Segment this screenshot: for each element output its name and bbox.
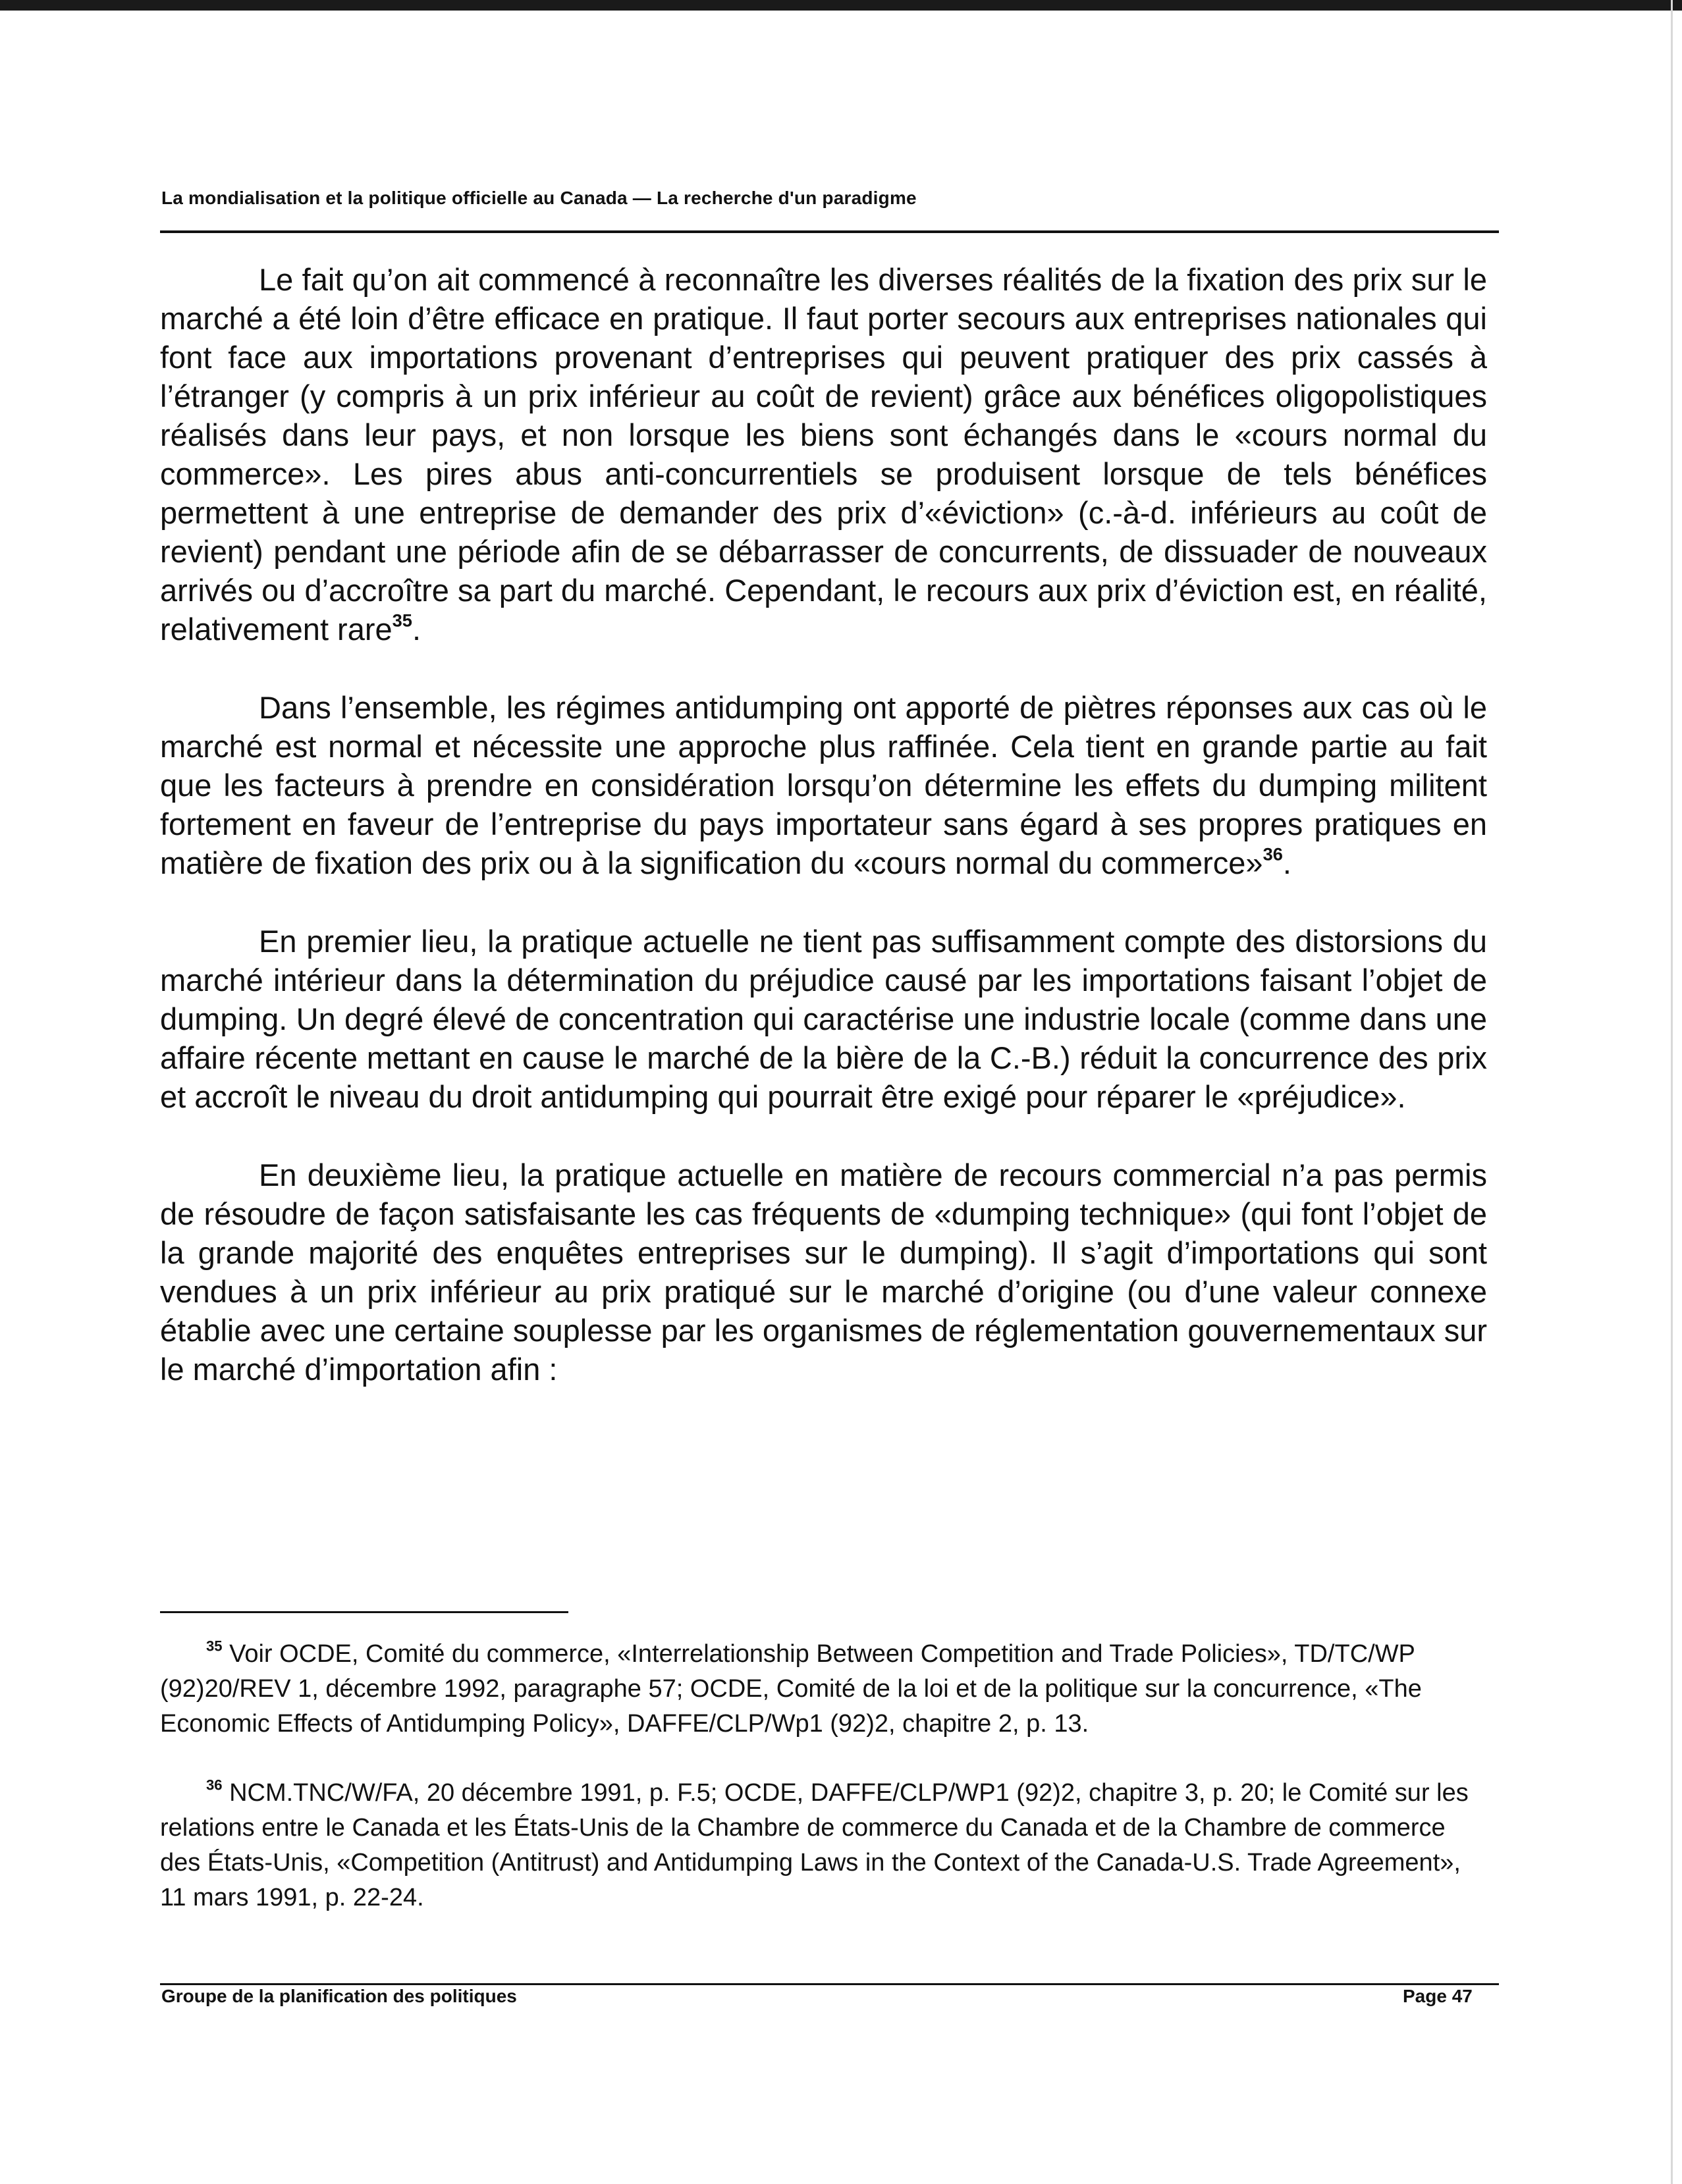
scan-right-edge <box>1671 0 1673 2184</box>
body-text <box>160 260 1487 1428</box>
paragraph-2-text: Dans l’ensemble, les régimes antidumping ont apporté de piètres réponses aux cas où le marché est normal et nécessite une approche plus raffinée. Cela tient en grande partie au fait que les facteurs à prendre en considération lorsqu’on détermine les effets du dumping militent fortement en faveur de l’entreprise du pays importateur sans égard à ses propres pratiques en matière de fixation des prix ou à la signification du «cours normal du commerce» <box>160 690 1487 880</box>
footnote-35 <box>160 1637 1487 1742</box>
footnote-number: 36 <box>206 1776 223 1794</box>
header-rule <box>160 230 1499 233</box>
paragraph-3: En premier lieu, la pratique actuelle ne tient pas suffisamment compte des distorsions du marché intérieur dans la détermination du préjudice causé par les importations faisant l’objet de dumping. Un degré élevé de concentration qui caractérise une industrie locale (comme dans une affaire récente mettant en cause le marché de la bière de la C.-B.) réduit la concurrence des prix et accroît le niveau du droit antidumping qui pourrait être exigé pour réparer le «préjudice». <box>160 924 1487 1114</box>
scan-top-edge <box>0 0 1682 11</box>
footnote-number: 35 <box>206 1638 223 1655</box>
footnote-36 <box>160 1776 1487 1915</box>
paragraph-2 <box>160 688 1487 882</box>
footnote-ref-35: 35 <box>392 610 412 631</box>
footnote-text: NCM.TNC/W/FA, 20 décembre 1991, p. F.5; OCDE, DAFFE/CLP/WP1 (92)2, chapitre 3, p. 20; le Comité sur les relations entre le Canada et les États-Unis de la Chambre de commerce du Canada et de la Chambre de commerce des États-Unis, «Competition (Antitrust) and Antidumping Laws in the Context of the Canada-U.S. Trade Agreement», 11 mars 1991, p. 22-24. <box>160 1779 1469 1911</box>
paragraph-4: En deuxième lieu, la pratique actuelle en matière de recours commercial n’a pas permis de résoudre de façon satisfaisante les cas fréquents de «dumping technique» (qui font l’objet de la grande majorité des enquêtes entreprises sur le dumping). Il s’agit d’importations qui sont vendues à un prix inférieur au prix pratiqué sur le marché d’origine (ou d’une valeur connexe établie avec une certaine souplesse par les organismes de réglementation gouvernementaux sur le marché d’importation afin : <box>160 1158 1487 1387</box>
paragraph-1 <box>160 260 1487 649</box>
running-header: La mondialisation et la politique officielle au Canada — La recherche d'un paradigme <box>161 188 917 208</box>
footer-rule <box>160 1983 1499 1985</box>
footer-organization: Groupe de la planification des politiques <box>161 1986 517 2006</box>
paragraph-1-end: . <box>412 612 421 647</box>
page-number: Page 47 <box>1403 1986 1473 2006</box>
footnote-text: Voir OCDE, Comité du commerce, «Interrelationship Between Competition and Trade Policies», TD/TC/WP (92)20/REV 1, décembre 1992, paragraphe 57; OCDE, Comité de la loi et de la politique sur la concurrence, «The Economic Effects of Antidumping Policy», DAFFE/CLP/Wp1 (92)2, chapitre 2, p. 13. <box>160 1640 1422 1738</box>
footnotes <box>160 1637 1487 1950</box>
paragraph-2-end: . <box>1282 845 1291 880</box>
paragraph-1-text: Le fait qu’on ait commencé à reconnaître les diverses réalités de la fixation des prix sur le marché a été loin d’être efficace en pratique. Il faut porter secours aux entreprises nationales qui font face aux importations provenant d’entreprises qui peuvent pratiquer des prix cassés à l’étranger (y compris à un prix inférieur au coût de revient) grâce aux bénéfices oligopolistiques réalisés dans leur pays, et non lorsque les biens sont échangés dans le «cours normal du commerce». Les pires abus anti-concurrentiels se produisent lorsque de tels bénéfices permettent à une entreprise de demander des prix d’«éviction» (c.-à-d. inférieurs au coût de revient) pendant une période afin de se débarrasser de concurrents, de dissuader de nouveaux arrivés ou d’accroître sa part du marché. Cependant, le recours aux prix d’éviction est, en réalité, relativement rare <box>160 262 1487 647</box>
footnote-separator <box>160 1611 568 1613</box>
footnote-ref-36: 36 <box>1262 843 1283 865</box>
